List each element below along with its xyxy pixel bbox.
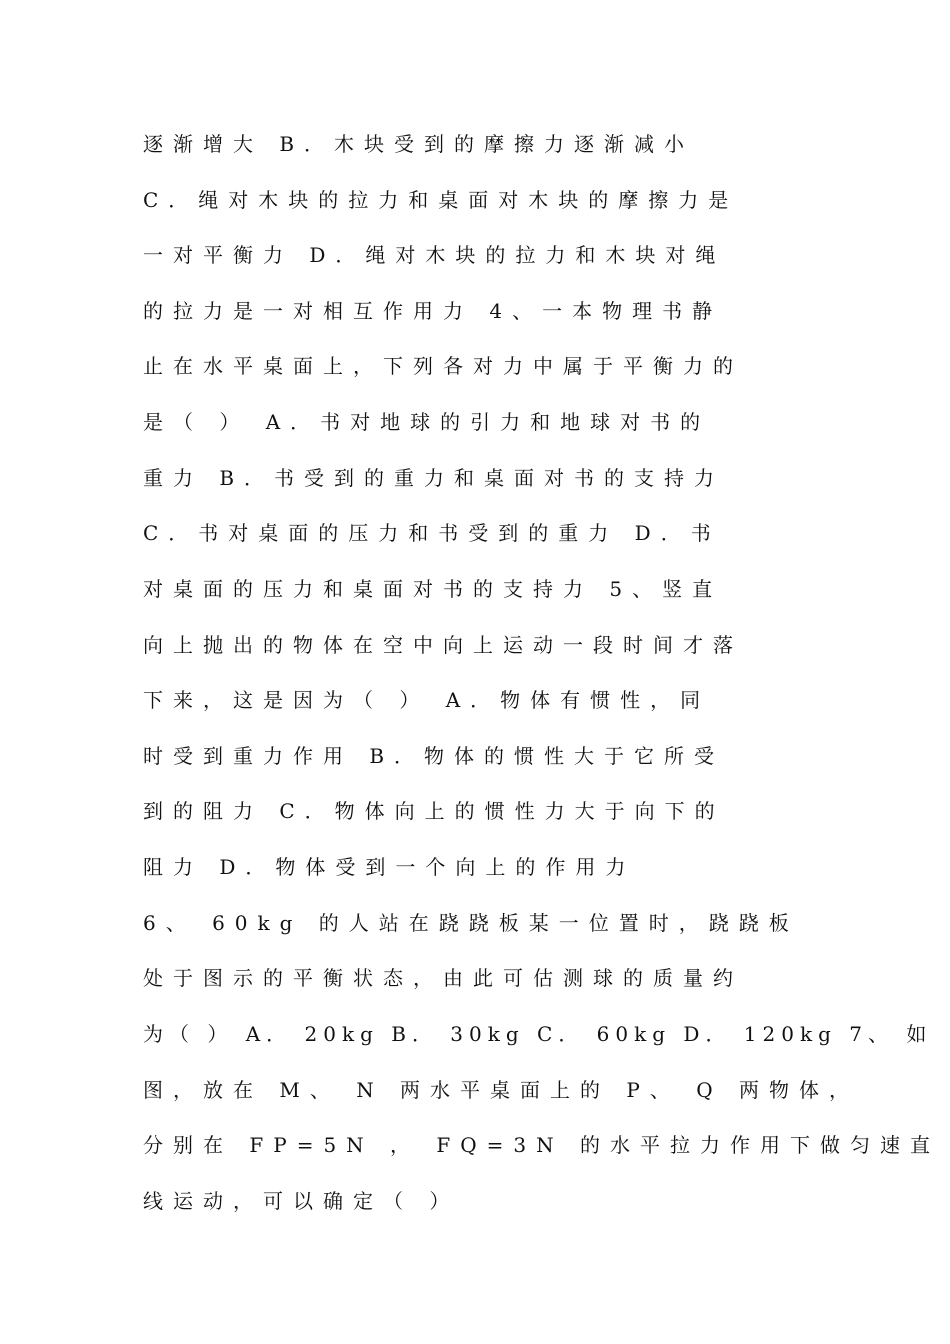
text-line-5: 止在水平桌面上，下列各对力中属于平衡力的 <box>143 354 743 378</box>
text-line-11: 下来，这是因为（ ） A．物体有惯性，同 <box>143 688 711 712</box>
text-line-1: 逐渐增大 B．木块受到的摩擦力逐渐减小 <box>143 132 695 156</box>
text-line-10: 向上抛出的物体在空中向上运动一段时间才落 <box>143 633 743 657</box>
text-line-3: 一对平衡力 D．绳对木块的拉力和木块对绳 <box>143 243 726 267</box>
text-line-18: 图，放在 M、 N 两水平桌面上的 P、 Q 两物体， <box>143 1078 859 1102</box>
text-line-14: 阻力 D．物体受到一个向上的作用力 <box>143 855 636 879</box>
text-line-20: 线运动，可以确定（ ） <box>143 1189 460 1213</box>
text-line-7: 重力 B．书受到的重力和桌面对书的支持力 <box>143 466 725 490</box>
text-line-16: 处于图示的平衡状态，由此可估测球的质量约 <box>143 966 743 990</box>
text-line-13: 到的阻力 C．物体向上的惯性力大于向下的 <box>143 799 725 823</box>
text-line-6: 是（ ） A．书对地球的引力和地球对书的 <box>143 410 711 434</box>
text-line-19: 分别在 FP=5N ， FQ=3N 的水平拉力作用下做匀速直 <box>143 1133 941 1157</box>
text-line-2: C．绳对木块的拉力和桌面对木块的摩擦力是 <box>143 188 739 212</box>
text-line-8: C．书对桌面的压力和书受到的重力 D．书 <box>143 521 721 545</box>
text-line-17: 为（ ） A． 20kg B． 30kg C． 60kg D． 120kg 7、 如 <box>143 1022 933 1046</box>
text-line-15: 6、 60kg 的人站在跷跷板某一位置时，跷跷板 <box>143 911 799 935</box>
text-line-9: 对桌面的压力和桌面对书的支持力 5、竖直 <box>143 577 723 601</box>
text-line-4: 的拉力是一对相互作用力 4、一本物理书静 <box>143 299 723 323</box>
text-line-12: 时受到重力作用 B．物体的惯性大于它所受 <box>143 744 725 768</box>
